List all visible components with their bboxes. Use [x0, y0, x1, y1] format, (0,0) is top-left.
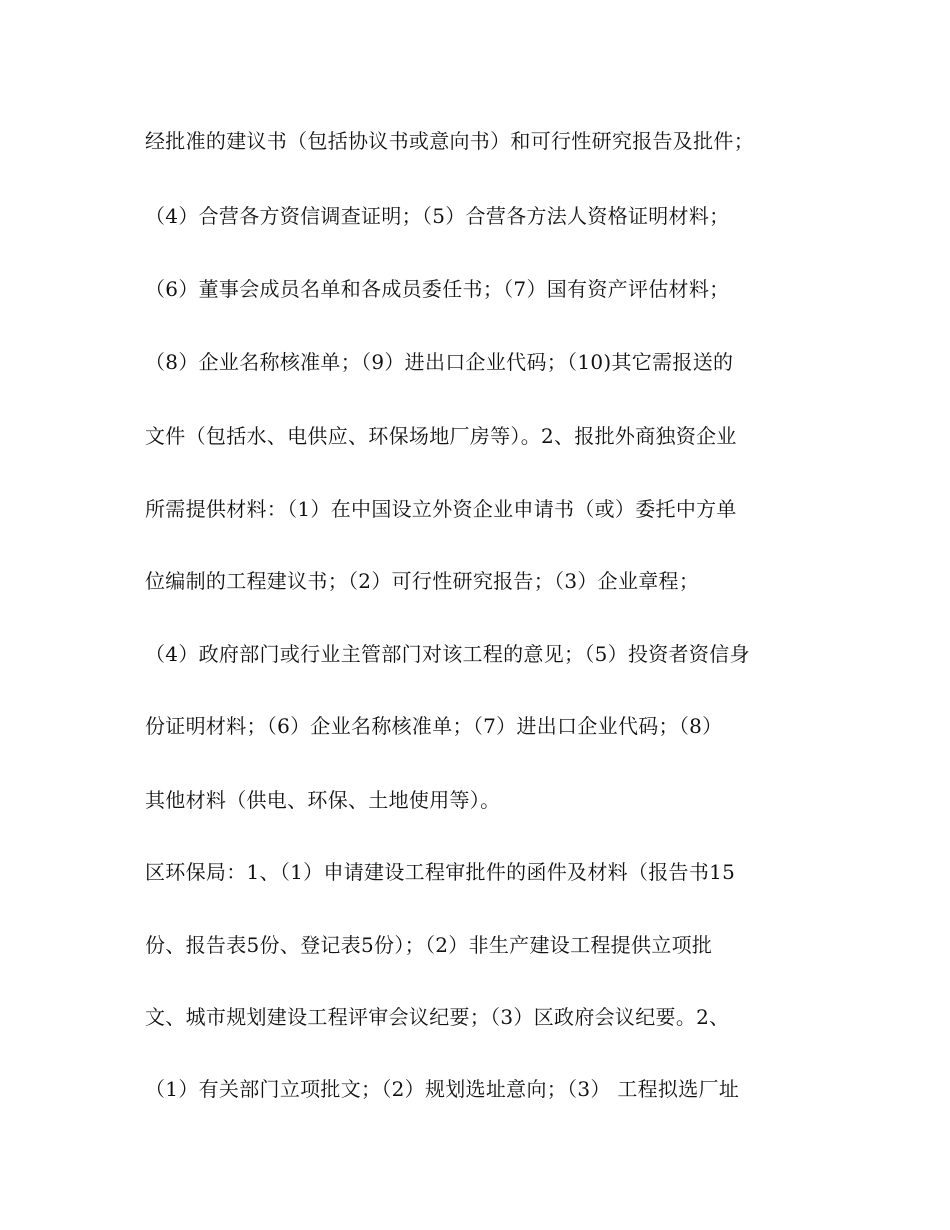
text-line: 文、城市规划建设工程评审会议纪要；（3）区政府会议纪要。2、 — [145, 1005, 730, 1029]
text-line: （4）政府部门或行业主管部门对该工程的意见；（5）投资者资信身 — [145, 642, 750, 666]
text-line: 位编制的工程建议书；（2）可行性研究报告；（3）企业章程； — [145, 569, 700, 593]
text-line: （6）董事会成员名单和各成员委任书；（7）国有资产评估材料； — [145, 277, 730, 301]
text-line: 文件（包括水、电供应、环保场地厂房等）。2、报批外商独资企业 — [145, 424, 737, 448]
text-line: （1）有关部门立项批文；（2）规划选址意向；（3） 工程拟选厂址 — [145, 1077, 740, 1101]
text-line: 经批准的建议书（包括协议书或意向书）和可行性研究报告及批件； — [145, 129, 754, 153]
text-line: 其他材料（供电、环保、土地使用等）。 — [145, 788, 501, 812]
text-line: 份、报告表5份、登记表5份）；（2）非生产建设工程提供立项批 — [145, 933, 713, 957]
text-line: 所需提供材料：（1）在中国设立外资企业申请书（或）委托中方单 — [145, 497, 737, 521]
text-line: （4）合营各方资信调查证明；（5）合营各方法人资格证明材料； — [145, 204, 730, 228]
text-line: 份证明材料；（6）企业名称核准单；（7）进出口企业代码；（8） — [145, 714, 723, 738]
text-line: 区环保局：1、（1）申请建设工程审批件的函件及材料（报告书15 — [145, 860, 736, 884]
text-line: （8）企业名称核准单；（9）进出口企业代码；（10)其它需报送的 — [145, 350, 734, 374]
